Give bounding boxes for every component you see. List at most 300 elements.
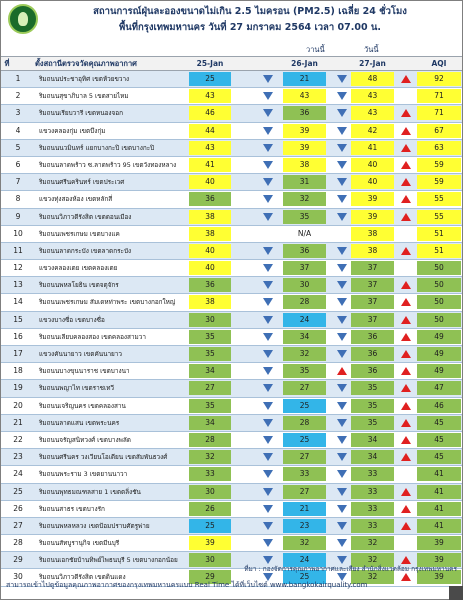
trend-day3-up-arrow-icon — [401, 178, 411, 186]
table-row — [1, 415, 462, 432]
trend-day3-up-arrow-icon — [401, 384, 411, 392]
pm25-day3: 36 — [351, 364, 394, 378]
station-name: ริมถนนวิภาวดีรังสิต เขตดอนเมือง — [39, 212, 132, 221]
pm25-day1: 30 — [189, 313, 231, 327]
trend-day3-up-arrow-icon — [401, 127, 411, 135]
pm25-day2: 35 — [283, 210, 326, 224]
trend-day2-down-arrow-icon — [337, 144, 347, 152]
aqi-value: 51 — [417, 244, 461, 258]
aqi-value: 59 — [417, 158, 461, 172]
aqi-value: 39 — [417, 536, 461, 550]
trend-day3-up-arrow-icon — [401, 144, 411, 152]
trend-day2-down-arrow-icon — [337, 109, 347, 117]
pm25-day3: 40 — [351, 175, 394, 189]
row-number: 10 — [13, 228, 23, 238]
header-day2: 26-Jan — [291, 59, 318, 68]
trend-day2-down-arrow-icon — [337, 539, 347, 547]
aqi-value: 55 — [417, 192, 461, 206]
row-number: 19 — [13, 383, 23, 393]
trend-day3-up-arrow-icon — [401, 488, 411, 496]
table-row — [1, 484, 462, 501]
pm25-day3: 37 — [351, 295, 394, 309]
pm25-day3: 33 — [351, 485, 394, 499]
trend-day2-down-arrow-icon — [337, 75, 347, 83]
station-name: ริมถนนนวมินทร์ แยกบางกะปิ เขตบางกะปิ — [39, 143, 155, 152]
station-name: ริมถนนสัทบูรานุกิจ เขตมีนบุรี — [39, 539, 120, 548]
table-row — [1, 535, 462, 552]
pm25-day1: 26 — [189, 502, 231, 516]
row-number: 18 — [13, 366, 23, 376]
trend-day1-down-arrow-icon — [263, 539, 273, 547]
station-name: ริมถนนสาธร เขตบางรัก — [39, 504, 105, 513]
table-row — [1, 518, 462, 535]
pm25-day3: 33 — [351, 467, 394, 481]
trend-day1-down-arrow-icon — [263, 384, 273, 392]
station-name: ริมถนนลาดพร้าว ซ.ลาดพร้าว 95 เขตวังทองหลาง — [39, 160, 177, 169]
table-row — [1, 105, 462, 122]
trend-day2-down-arrow-icon — [337, 402, 347, 410]
pm25-day1: 43 — [189, 141, 231, 155]
pm25-day2: 24 — [283, 313, 326, 327]
table-row — [1, 191, 462, 208]
trend-day1-down-arrow-icon — [263, 333, 273, 341]
trend-day1-down-arrow-icon — [263, 316, 273, 324]
pm25-day1: 33 — [189, 467, 231, 481]
aqi-value: 41 — [417, 467, 461, 481]
station-name: ริมถนนเลียบคลองสอง เขตคลองสามวา — [39, 332, 146, 341]
pm25-day3: 37 — [351, 261, 394, 275]
trend-day2-down-arrow-icon — [337, 127, 347, 135]
yesterday-note: วานนี้ — [306, 45, 325, 54]
aqi-value: 55 — [417, 210, 461, 224]
trend-day3-up-arrow-icon — [401, 281, 411, 289]
trend-day2-down-arrow-icon — [337, 264, 347, 272]
table-row — [1, 294, 462, 311]
pm25-day3: 37 — [351, 278, 394, 292]
row-number: 5 — [15, 142, 21, 152]
pm25-day1: 35 — [189, 399, 231, 413]
pm25-day1: 38 — [189, 295, 231, 309]
pm25-day2: 21 — [283, 72, 326, 86]
station-name: แขวงคลองเตย เขตคลองเตย — [39, 264, 118, 273]
pm25-day2: 33 — [283, 467, 326, 481]
aqi-value: 41 — [417, 485, 461, 499]
pm25-day3: 34 — [351, 450, 394, 464]
pm25-day1: 35 — [189, 347, 231, 361]
trend-day3-up-arrow-icon — [401, 333, 411, 341]
table-body — [1, 71, 462, 587]
trend-day3-up-arrow-icon — [401, 402, 411, 410]
pm25-day3: 40 — [351, 158, 394, 172]
row-number: 21 — [13, 417, 23, 427]
station-name: ริมถนนพุทธมณฑลสาย 1 เขตตลิ่งชัน — [39, 487, 141, 496]
trend-day1-down-arrow-icon — [263, 178, 273, 186]
pm25-day3: 33 — [351, 502, 394, 516]
trend-day3-up-arrow-icon — [401, 298, 411, 306]
row-number: 6 — [15, 159, 21, 169]
page-title: สถานการณ์ฝุ่นละอองขนาดไม่เกิน 2.5 ไมครอน (PM2.5) เฉลี่ย 24 ชั่วโมง — [93, 6, 407, 17]
pm25-day1: 40 — [189, 261, 231, 275]
aqi-value: 49 — [417, 347, 461, 361]
table-row — [1, 312, 462, 329]
trend-day2-down-arrow-icon — [337, 178, 347, 186]
station-name: ริมถนนเพชรเกษม สัมเดหท่าพระ เขตบางกอกใหญ่ — [39, 298, 176, 307]
pm25-day1: 25 — [189, 519, 231, 533]
aqi-value: 47 — [417, 381, 461, 395]
trend-day1-down-arrow-icon — [263, 161, 273, 169]
station-name: ริมถนนศรีนครินทร์ เขตประเวศ — [39, 178, 125, 187]
aqi-value: 46 — [417, 399, 461, 413]
trend-day1-down-arrow-icon — [263, 505, 273, 513]
page-subtitle: พื้นที่กรุงเทพมหานคร วันที่ 27 มกราคม 2564 เวลา 07.00 น. — [119, 22, 381, 33]
trend-day1-down-arrow-icon — [263, 281, 273, 289]
pm25-day2: 25 — [283, 433, 326, 447]
pm25-day2: 32 — [283, 192, 326, 206]
table-row — [1, 501, 462, 518]
aqi-value: 50 — [417, 313, 461, 327]
pm25-day3: 35 — [351, 399, 394, 413]
aqi-table — [1, 56, 462, 587]
pm25-day2: 34 — [283, 330, 326, 344]
row-number: 11 — [13, 245, 23, 255]
trend-day2-down-arrow-icon — [337, 298, 347, 306]
trend-day2-down-arrow-icon — [337, 384, 347, 392]
station-name: ริมถนนประชาอุทิศ เขตห้วยขวาง — [39, 75, 130, 83]
station-name: ริมถนนพหลหลวง เขตป้อมปราบศัตรูพ่าย — [39, 521, 150, 530]
pm25-day1: 36 — [189, 278, 231, 292]
pm25-day3: 41 — [351, 141, 394, 155]
row-number: 25 — [13, 486, 23, 496]
aqi-value: 45 — [417, 416, 461, 430]
trend-day1-down-arrow-icon — [263, 436, 273, 444]
pm25-day3: 38 — [351, 244, 394, 258]
pm25-day2: N/A — [297, 228, 312, 238]
pm25-day2: 28 — [283, 295, 326, 309]
station-name: ริมถนนวิภาวดีรังสิต เขตดินแดง — [39, 573, 126, 582]
pm25-day3: 42 — [351, 124, 394, 138]
aqi-value: 49 — [417, 364, 461, 378]
trend-day1-down-arrow-icon — [263, 264, 273, 272]
agency-logo-icon — [8, 4, 38, 34]
table-row — [1, 432, 462, 449]
row-number: 8 — [15, 194, 21, 204]
station-name: ริมถนนพระราม 3 เขตยานนาวา — [39, 470, 128, 479]
table-row — [1, 466, 462, 483]
trend-day3-up-arrow-icon — [401, 367, 411, 375]
trend-day2-down-arrow-icon — [337, 488, 347, 496]
trend-day2-down-arrow-icon — [337, 436, 347, 444]
pm25-day3: 38 — [351, 227, 394, 241]
row-number: 4 — [15, 125, 21, 135]
trend-day1-down-arrow-icon — [263, 402, 273, 410]
trend-day2-down-arrow-icon — [337, 213, 347, 221]
station-name: ริมถนนพญาไท เขตราชเทวี — [39, 384, 115, 393]
pm25-day2: 31 — [283, 175, 326, 189]
pm25-day1: 32 — [189, 450, 231, 464]
pm25-day1: 35 — [189, 330, 231, 344]
header-no: ที่ — [4, 59, 10, 68]
trend-day2-down-arrow-icon — [337, 316, 347, 324]
trend-day3-up-arrow-icon — [401, 350, 411, 358]
trend-day1-down-arrow-icon — [263, 350, 273, 358]
trend-day1-down-arrow-icon — [263, 109, 273, 117]
trend-day1-down-arrow-icon — [263, 127, 273, 135]
pm25-day2: 25 — [283, 399, 326, 413]
table-row — [1, 174, 462, 191]
table-row — [1, 277, 462, 294]
pm25-day3: 32 — [351, 570, 394, 584]
aqi-value: 50 — [417, 295, 461, 309]
row-number: 14 — [13, 297, 23, 307]
trend-day2-down-arrow-icon — [337, 505, 347, 513]
pm25-day2: 35 — [283, 364, 326, 378]
row-number: 16 — [13, 331, 23, 341]
row-number: 15 — [13, 314, 23, 324]
row-number: 13 — [13, 280, 23, 290]
aqi-value: 71 — [417, 89, 461, 103]
row-number: 1 — [15, 74, 21, 83]
trend-day1-down-arrow-icon — [263, 144, 273, 152]
aqi-value: 59 — [417, 175, 461, 189]
aqi-value: 39 — [417, 553, 461, 567]
station-name: แขวงบางซื่อ เขตบางซื่อ — [39, 315, 105, 324]
trend-day3-up-arrow-icon — [401, 247, 411, 255]
trend-day3-up-arrow-icon — [401, 453, 411, 461]
table-row — [1, 398, 462, 415]
trend-day2-down-arrow-icon — [337, 92, 347, 100]
table-row — [1, 123, 462, 140]
table-row — [1, 346, 462, 363]
station-name: ริมถนนพหลโยธิน เขตจตุจักร — [39, 281, 119, 290]
trend-day1-down-arrow-icon — [263, 298, 273, 306]
pm25-day1: 39 — [189, 536, 231, 550]
header-day3: 27-Jan — [359, 59, 386, 68]
station-name: ริมถนนเพชรเกษม เขตบางแค — [39, 229, 120, 238]
pm25-day2: 32 — [283, 347, 326, 361]
trend-day2-down-arrow-icon — [337, 161, 347, 169]
pm25-day1: 40 — [189, 244, 231, 258]
trend-day3-up-arrow-icon — [401, 161, 411, 169]
station-name: แขวงคันนายาว เขตคันนายาว — [39, 350, 122, 358]
table-row — [1, 140, 462, 157]
pm25-day2: 27 — [283, 485, 326, 499]
station-name: ริมถนนศรีนคร วงเวียนโอเดียน เขตสัมพันธวงศ์ — [39, 453, 168, 462]
aqi-value: 39 — [417, 570, 461, 584]
pm25-day2: 39 — [283, 141, 326, 155]
pm25-day3: 43 — [351, 89, 394, 103]
station-name: ริมถนนเรียบวารี เขตหนองจอก — [39, 109, 124, 118]
pm25-day1: 43 — [189, 89, 231, 103]
trend-day1-down-arrow-icon — [263, 522, 273, 530]
trend-day2-down-arrow-icon — [337, 419, 347, 427]
row-number: 23 — [13, 452, 23, 462]
table-row — [1, 243, 462, 260]
trend-day1-down-arrow-icon — [263, 75, 273, 83]
trend-day3-up-arrow-icon — [401, 573, 411, 581]
trend-day3-up-arrow-icon — [401, 109, 411, 117]
station-name: ริมถนนสุขาภิบาล 5 เขตสายไหม — [39, 92, 129, 101]
table-row — [1, 71, 462, 88]
pm25-day1: 30 — [189, 485, 231, 499]
pm25-day3: 35 — [351, 381, 394, 395]
row-number: 29 — [13, 555, 23, 565]
pm25-day1: 41 — [189, 158, 231, 172]
pm25-day3: 39 — [351, 192, 394, 206]
pm25-day2: 23 — [283, 519, 326, 533]
trend-day3-up-arrow-icon — [401, 505, 411, 513]
row-number: 26 — [13, 503, 23, 513]
pm25-day3: 36 — [351, 347, 394, 361]
trend-day3-up-arrow-icon — [401, 213, 411, 221]
table-row — [1, 363, 462, 380]
today-note: วันนี้ — [364, 45, 379, 54]
header-day1: 25-Jan — [196, 59, 224, 68]
pm25-day2: 30 — [283, 278, 326, 292]
table-row — [1, 329, 462, 346]
corner-mark — [449, 586, 463, 600]
pm25-day1: 34 — [189, 364, 231, 378]
station-name: ริมถนนเอกชัยบ้านทิพย์ไพธนบุรี 5 เขตบางกอกน้อย — [39, 556, 178, 565]
pm25-day3: 37 — [351, 313, 394, 327]
pm25-day1: 27 — [189, 381, 231, 395]
table-row — [1, 380, 462, 397]
aqi-value: 63 — [417, 141, 461, 155]
station-name: ริมถนนจรัญสนิทวงศ์ เขตบางพลัด — [39, 435, 131, 444]
aqi-value: 41 — [417, 519, 461, 533]
pm25-day1: 38 — [189, 227, 231, 241]
pm25-day1: 40 — [189, 175, 231, 189]
trend-day2-down-arrow-icon — [337, 195, 347, 203]
table-row — [1, 226, 462, 243]
table-row — [1, 209, 462, 226]
trend-day1-down-arrow-icon — [263, 470, 273, 478]
pm25-day1: 36 — [189, 192, 231, 206]
trend-day2-down-arrow-icon — [337, 281, 347, 289]
pm25-day1: 28 — [189, 433, 231, 447]
pm25-day3: 33 — [351, 519, 394, 533]
row-number: 27 — [13, 520, 23, 530]
aqi-value: 92 — [417, 72, 461, 86]
trend-day3-up-arrow-icon — [401, 419, 411, 427]
pm25-day3: 32 — [351, 536, 394, 550]
station-name: ริมถนนลาดแสน เขตพระนคร — [39, 418, 120, 427]
station-name: แขวงทุ่งสองห้อง เขตหลักสี่ — [39, 195, 113, 204]
aqi-value: 49 — [417, 330, 461, 344]
trend-day2-up-arrow-icon — [337, 367, 347, 375]
row-number: 30 — [13, 572, 23, 582]
pm25-day2: 38 — [283, 158, 326, 172]
pm25-day3: 43 — [351, 106, 394, 120]
trend-day3-up-arrow-icon — [401, 75, 411, 83]
table-row — [1, 157, 462, 174]
trend-day1-down-arrow-icon — [263, 367, 273, 375]
pm25-day3: 35 — [351, 416, 394, 430]
row-number: 28 — [13, 538, 23, 548]
pm25-day2: 25 — [283, 570, 326, 584]
trend-day2-down-arrow-icon — [337, 470, 347, 478]
pm25-day1: 29 — [189, 570, 231, 584]
trend-day2-down-arrow-icon — [337, 247, 347, 255]
pm25-day2: 27 — [283, 381, 326, 395]
row-number: 7 — [15, 177, 21, 187]
aqi-value: 45 — [417, 433, 461, 447]
source-note: ที่มา : กองจัดการคุณภาพอากาศและเสียง สำนักสิ่งแวดล้อม กรุงเทพมหานคร — [244, 565, 457, 573]
trend-day3-up-arrow-icon — [401, 436, 411, 444]
station-name: ริมถนนเจริญนคร เขตคลองสาน — [39, 401, 126, 410]
trend-day1-down-arrow-icon — [263, 213, 273, 221]
pm25-day3: 36 — [351, 330, 394, 344]
pm25-day3: 48 — [351, 72, 394, 86]
aqi-value: 50 — [417, 278, 461, 292]
trend-day2-down-arrow-icon — [337, 522, 347, 530]
trend-day1-down-arrow-icon — [263, 453, 273, 461]
pm25-day2: 37 — [283, 261, 326, 275]
header-aqi: AQI — [431, 59, 447, 68]
trend-day1-down-arrow-icon — [263, 419, 273, 427]
trend-day2-down-arrow-icon — [337, 333, 347, 341]
pm25-day2: 36 — [283, 244, 326, 258]
trend-day3-up-arrow-icon — [401, 316, 411, 324]
pm25-day2: 24 — [283, 553, 326, 567]
table-row — [1, 260, 462, 277]
trend-day1-down-arrow-icon — [263, 247, 273, 255]
row-number: 22 — [13, 434, 23, 444]
trend-day3-up-arrow-icon — [401, 195, 411, 203]
pm25-day1: 34 — [189, 416, 231, 430]
trend-day3-up-arrow-icon — [401, 522, 411, 530]
pm25-day3: 34 — [351, 433, 394, 447]
footer-note: สามารถเข้าไปดูข้อมูลคุณภาพอากาศของกรุงเทพมหานครแบบ Real Time ได้ที่เว็บไซต์ www.bangkokairquality.com — [6, 581, 368, 589]
station-name: ริมถนนบางขุนนาราช เขตบางนา — [39, 367, 130, 376]
pm25-day2: 21 — [283, 502, 326, 516]
aqi-value: 71 — [417, 106, 461, 120]
row-number: 17 — [13, 349, 23, 358]
table-row — [1, 88, 462, 105]
pm25-day2: 28 — [283, 416, 326, 430]
pm25-day1: 44 — [189, 124, 231, 138]
pm25-day2: 27 — [283, 450, 326, 464]
aqi-value: 41 — [417, 502, 461, 516]
pm25-day2: 32 — [283, 536, 326, 550]
row-number: 3 — [15, 108, 21, 118]
aqi-value: 45 — [417, 450, 461, 464]
pm25-day2: 39 — [283, 124, 326, 138]
pm25-day3: 32 — [351, 553, 394, 567]
row-number: 2 — [15, 91, 21, 101]
row-number: 20 — [13, 400, 23, 410]
pm25-day1: 38 — [189, 210, 231, 224]
pm25-day1: 46 — [189, 106, 231, 120]
trend-day1-down-arrow-icon — [263, 92, 273, 100]
header-station: ตั้งสถานีตรวจวัดคุณภาพอากาศ — [35, 59, 137, 68]
trend-day1-down-arrow-icon — [263, 488, 273, 496]
row-number: 9 — [15, 211, 21, 221]
aqi-value: 51 — [417, 227, 461, 241]
trend-day2-down-arrow-icon — [337, 453, 347, 461]
trend-day1-down-arrow-icon — [263, 195, 273, 203]
pm25-day2: 36 — [283, 106, 326, 120]
table-header — [1, 56, 462, 71]
aqi-value: 67 — [417, 124, 461, 138]
pm25-day1: 30 — [189, 553, 231, 567]
station-name: ริมถนนลาดกระบัง เขตลาดกระบัง — [39, 246, 132, 255]
aqi-value: 50 — [417, 261, 461, 275]
pm25-day2: 43 — [283, 89, 326, 103]
row-number: 24 — [13, 469, 23, 479]
table-row — [1, 449, 462, 466]
pm25-day3: 39 — [351, 210, 394, 224]
row-number: 12 — [13, 263, 23, 273]
